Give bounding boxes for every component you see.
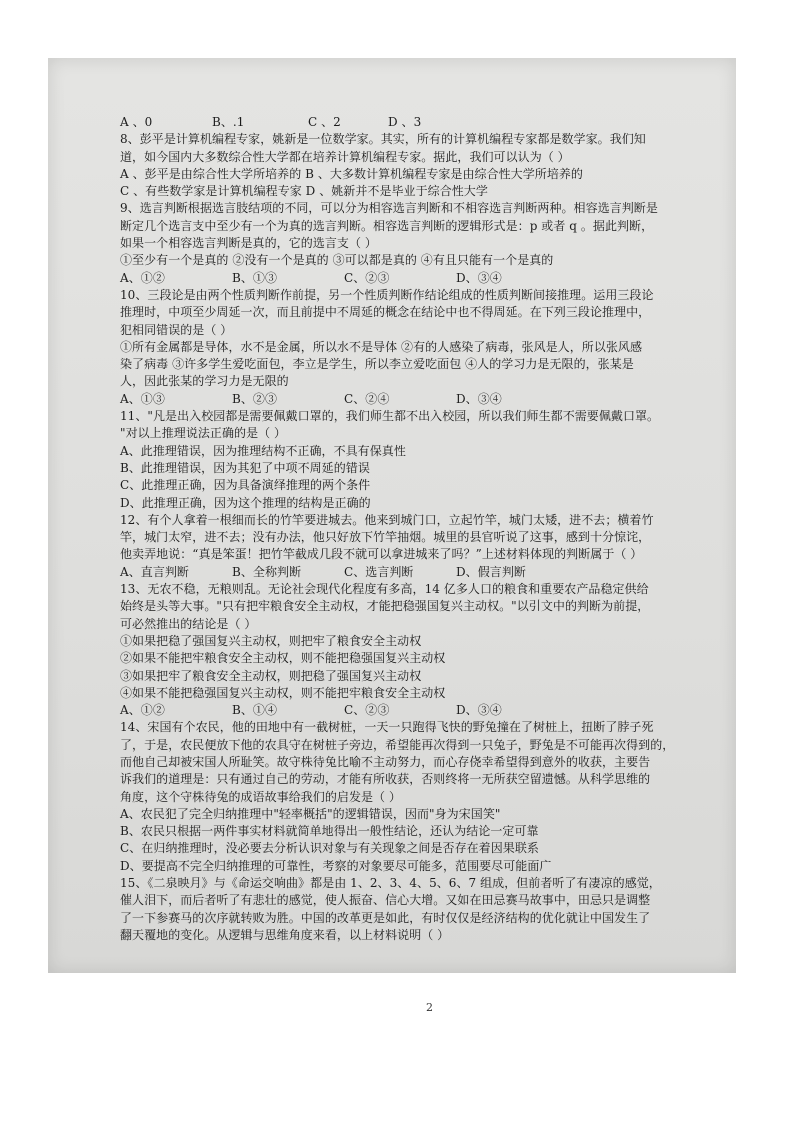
q9-option-c: C、②③ xyxy=(344,270,390,285)
q12-stem-line: 竿，城门太窄，进不去；没有办法，他只好放下竹竿抽烟。城里的县官听说了这事，感到十分惊诧， xyxy=(120,530,651,545)
q14-stem-line: 角度，这个守株待兔的成语故事给我们的启发是（ ） xyxy=(120,789,402,804)
q11-option-c: C、此推理正确，因为具备演绎推理的两个条件 xyxy=(120,478,371,493)
page-number: 2 xyxy=(426,1001,433,1014)
q8-option-line: A 、彭平是由综合性大学所培养的 B 、大多数计算机编程专家是由综合性大学所培养的 xyxy=(120,166,583,181)
q10-statements: 染了病毒 ③许多学生爱吃面包，李立是学生，所以李立爱吃面包 ④人的学习力是无限的，张某是 xyxy=(120,357,634,372)
q9-stem-line: 如果一个相容选言判断是真的，它的选言支（ ） xyxy=(120,236,377,251)
question-8 xyxy=(120,131,760,200)
q12-stem-line: 他卖弄地说：“真是笨蛋！把竹竿截成几段不就可以拿进城来了吗？”上述材料体现的判断属于（ ） xyxy=(120,547,643,562)
q10-stem-line: 10、三段论是由两个性质判断作前提，另一个性质判断作结论组成的性质判断间接推理。运用三段论 xyxy=(120,287,654,302)
question-9 xyxy=(120,200,760,286)
q12-option-a: A、直言判断 xyxy=(120,564,189,579)
q7-option-a: A 、0 xyxy=(120,115,153,129)
q10-option-d: D、③④ xyxy=(456,391,502,406)
q10-stem-line: 推理时，中项至少周延一次，而且前提中不周延的概念在结论中也不得周延。在下列三段论推理中， xyxy=(120,305,651,320)
q11-stem-line: 11、"凡是出入校园都是需要佩戴口罩的，我们师生都不出入校园，所以我们师生都不需要佩戴口罩。 xyxy=(120,409,660,424)
q12-option-b: B、全称判断 xyxy=(232,564,302,579)
q7-options xyxy=(120,114,760,131)
q15-stem-line: 翻天覆地的变化。从逻辑与思维角度来看，以上材料说明（ ） xyxy=(120,927,450,942)
q10-statements: ①所有金属都是导体，水不是金属，所以水不是导体 ②有的人感染了病毒，张风是人，所以张风感 xyxy=(120,339,643,354)
q9-option-b: B、①③ xyxy=(232,270,278,285)
q12-option-c: C、选言判断 xyxy=(344,564,414,579)
q13-option-d: D、③④ xyxy=(456,703,502,718)
question-14 xyxy=(120,719,760,875)
question-12 xyxy=(120,512,760,581)
question-11 xyxy=(120,408,760,512)
q10-stem-line: 犯相同错误的是（ ） xyxy=(120,322,233,337)
q12-option-d: D、假言判断 xyxy=(456,564,526,579)
q14-stem-line: 了，于是，农民便放下他的农具守在树桩子旁边，希望能再次得到一只兔子，野兔是不可能再次得到的， xyxy=(120,737,675,752)
q9-option-a: A、①② xyxy=(120,270,165,285)
q11-option-b: B、此推理错误，因为其犯了中项不周延的错误 xyxy=(120,460,370,475)
q15-stem-line: 了一下参赛马的次序就转败为胜。中国的改革更是如此，有时仅仅是经济结构的优化就让中国发生了 xyxy=(120,910,651,925)
q14-option-c: C、在归纳推理时，没必要去分析认识对象与有关现象之间是否存在着因果联系 xyxy=(120,841,539,856)
q10-statements: 人，因此张某的学习力是无限的 xyxy=(120,374,289,389)
question-13 xyxy=(120,581,760,719)
q7-option-b: B、.1 xyxy=(212,115,245,129)
q13-stem-line: 始终是头等大事。"只有把牢粮食安全主动权，才能把稳强国复兴主动权。"以引文中的判断为前提， xyxy=(120,599,650,614)
q14-option-d: D、要提高不完全归纳推理的可靠性，考察的对象要尽可能多，范围要尽可能面广 xyxy=(120,858,552,873)
question-10 xyxy=(120,287,760,408)
q9-option-d: D、③④ xyxy=(456,270,502,285)
q13-statement: ④如果不能把稳强国复兴主动权，则不能把牢粮食安全主动权 xyxy=(120,685,446,700)
q8-option-line: C 、有些数学家是计算机编程专家 D 、姚新并不是毕业于综合性大学 xyxy=(120,184,488,199)
q11-option-d: D、此推理正确，因为这个推理的结构是正确的 xyxy=(120,495,371,510)
q13-options xyxy=(120,702,760,719)
q14-stem-line: 而他自己却被宋国人所耻笑。故守株待兔比喻不主动努力，而心存侥幸希望得到意外的收获，主要告 xyxy=(120,754,651,769)
scanned-page xyxy=(48,58,736,1014)
q13-statement: ③如果把牢了粮食安全主动权，则把稳了强国复兴主动权 xyxy=(120,668,422,683)
q11-option-a: A、此推理错误，因为推理结构不正确，不具有保真性 xyxy=(120,443,406,458)
q13-statement: ①如果把稳了强国复兴主动权，则把牢了粮食安全主动权 xyxy=(120,633,422,648)
q10-option-c: C、②④ xyxy=(344,391,390,406)
q7-option-d: D 、3 xyxy=(388,115,422,129)
q10-options xyxy=(120,391,760,408)
q13-stem-line: 可必然推出的结论是（ ） xyxy=(120,616,257,631)
q11-stem-line: "对以上推理说法正确的是（ ） xyxy=(120,426,287,441)
q15-stem-line: 15、《二泉映月》与《命运交响曲》都是由 1、2、3、4、5、6、7 组成，但前者听了有凄凉的感觉， xyxy=(120,876,661,891)
q9-options xyxy=(120,270,760,287)
q14-option-b: B、农民只根据一两件事实材料就简单地得出一般性结论，还认为结论一定可靠 xyxy=(120,824,539,839)
q14-option-a: A、农民犯了完全归纳推理中"轻率概括"的逻辑错误，因而"身为宋国笑" xyxy=(120,806,501,821)
q12-options xyxy=(120,564,760,581)
q8-stem-line: 8、彭平是计算机编程专家，姚新是一位数学家。其实，所有的计算机编程专家都是数学家。我们知 xyxy=(120,132,646,147)
q13-option-c: C、②③ xyxy=(344,703,390,718)
q8-stem-line: 道，如今国内大多数综合性大学都在培养计算机编程专家。据此，我们可以认为（ ） xyxy=(120,149,570,164)
q14-stem-line: 诉我们的道理是：只有通过自己的劳动，才能有所收获，否则终将一无所获空留遗憾。从科学思维的 xyxy=(120,772,651,787)
q15-stem-line: 催人泪下，而后者听了有悲壮的感觉，使人振奋、信心大增。又如在田忌赛马故事中，田忌只是调整 xyxy=(120,893,651,908)
q13-statement: ②如果不能把牢粮食安全主动权，则不能把稳强国复兴主动权 xyxy=(120,651,446,666)
question-15 xyxy=(120,875,760,944)
q12-stem-line: 12、有个人拿着一根细而长的竹竿要进城去。他来到城门口，立起竹竿，城门太矮，进不去；横着竹 xyxy=(120,512,654,527)
q13-option-a: A、①② xyxy=(120,703,165,718)
q13-stem-line: 13、无农不稳，无粮则乱。无论社会现代化程度有多高，14 亿多人口的粮食和重要农产品稳定供给 xyxy=(120,582,649,597)
q13-option-b: B、①④ xyxy=(232,703,278,718)
q14-stem-line: 14、宋国有个农民，他的田地中有一截树桩，一天一只跑得飞快的野兔撞在了树桩上，扭断了脖子死 xyxy=(120,720,654,735)
q9-stem-line: 9、选言判断根据选言肢结项的不同，可以分为相容选言判断和不相容选言判断两种。相容选言判断是 xyxy=(120,201,658,216)
q10-option-b: B、②③ xyxy=(232,391,278,406)
q9-stem-line: 断定几个选言支中至少有一个为真的选言判断。相容选言判断的逻辑形式是：p 或者 q 。据此判断， xyxy=(120,218,654,233)
q10-option-a: A、①③ xyxy=(120,391,165,406)
q7-option-c: C 、2 xyxy=(308,115,341,129)
question-content xyxy=(120,114,760,944)
q9-statements: ①至少有一个是真的 ②没有一个是真的 ③可以都是真的 ④有且只能有一个是真的 xyxy=(120,253,554,268)
